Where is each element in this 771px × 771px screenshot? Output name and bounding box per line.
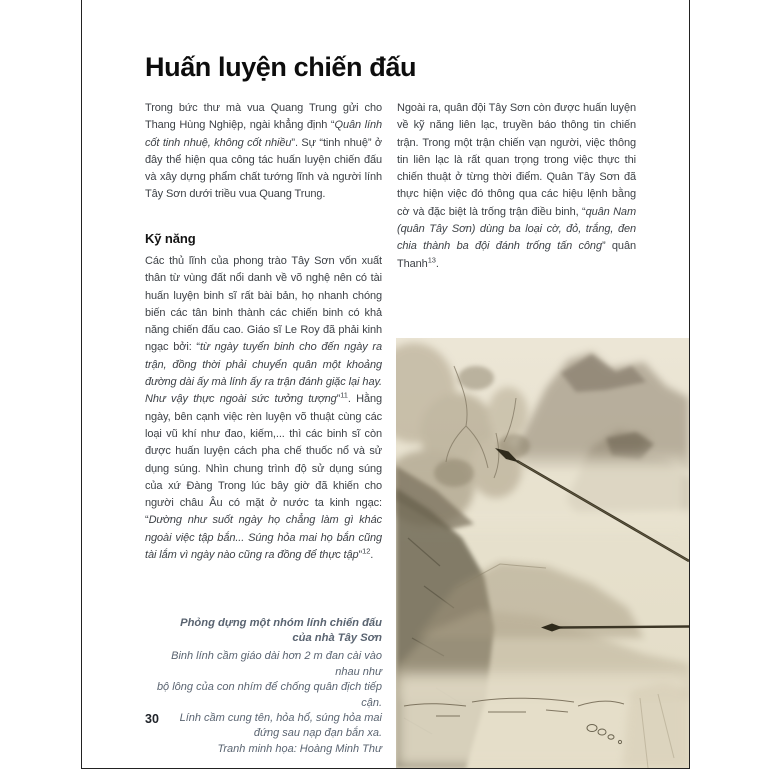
quote-italic: từ ngày tuyển binh cho đến ngày ra trận, đồng thời phải chuyển quân một khoảng đường dài ấy mà lính ấy ra trận đánh giặc lại hay. Như vậy thực ngoài sức tưởng tượng [145, 341, 382, 406]
page-title: Huấn luyện chiến đấu [145, 52, 417, 82]
caption-title-line: của nhà Tây Sơn [292, 632, 382, 645]
caption-line: Lính cầm cung tên, hỏa hổ, súng hỏa mai [179, 712, 382, 725]
text-run: Các thủ lĩnh của phong trào Tây Sơn vốn xuất thân từ vùng đất nổi danh về võ nghệ nên có tài huấn luyện binh sĩ rất bài bản, họ nhanh chóng biến các tân binh thành các chiến binh có khả năng chiến đấu cao. Giáo sĩ Le Roy đã phải kinh ngạc bởi: “ [145, 255, 382, 354]
skills-paragraph [145, 253, 382, 564]
text-run: Ngoài ra, quân đội Tây Sơn còn được huấn luyện về kỹ năng liên lạc, truyền báo thông tin chiến trận. Trong một trận chiến vạn người, việc thông tin liên lạc là rất quan trọng trong việc thực thi chiến thuật ở từng thời điểm. Quân Tây Sơn đã thực hiện việc đó thông qua các hiệu lệnh bằng cờ và đặc biệt là trống trận điều binh, “ [397, 102, 636, 218]
caption-line: Binh lính cầm giáo dài hơn 2 m đan cài vào nhau như [171, 650, 382, 678]
image-caption [145, 616, 382, 757]
text-run: Trong bức thư mà vua Quang Trung gửi cho Thang Hùng Nghiệp, ngài khẳng định “ [145, 102, 382, 132]
footnote-marker: 12 [362, 546, 371, 556]
quote-italic: Quân lính cốt tinh nhuệ, không cốt nhiều [145, 119, 382, 149]
book-page [81, 0, 690, 769]
right-column [397, 100, 636, 273]
intro-paragraph-box [145, 100, 382, 231]
caption-title-line: Phỏng dựng một nhóm lính chiến đấu [180, 617, 382, 629]
ink-wash-landscape [396, 338, 689, 768]
caption-title [145, 616, 382, 646]
text-run: ”. Sự “tinh nhuệ” ở đây thể hiện qua công tác huấn luyện chiến đấu và xây dựng phẩm chất tướng lĩnh và người lính Tây Sơn dưới triều vua Quang Trung. [145, 136, 382, 201]
text-run: . [435, 257, 439, 270]
communication-paragraph [397, 100, 636, 273]
caption-line: bộ lông của con nhím để chống quân địch tiếp cận. [156, 681, 382, 709]
footnote-marker: 11 [340, 390, 348, 400]
page-number: 30 [145, 712, 159, 726]
illustration [396, 338, 689, 768]
caption-line: Tranh minh họa: Hoàng Minh Thư [217, 742, 382, 755]
quote-italic: Dường như suốt ngày họ chẳng làm gì khác ngoài việc tập bắn... Súng hỏa mai họ bắn cũng tài lắm vì ngày nào cũng ra đồng để thực tập [145, 514, 382, 562]
text-run: ” quân Thanh [397, 240, 636, 270]
text-run: . [370, 549, 374, 562]
caption-line: đứng sau nạp đạn bắn xa. [253, 727, 382, 740]
boulder-bottom-right [622, 682, 689, 768]
left-column [145, 100, 382, 564]
text-run: . Hằng ngày, bên cạnh việc rèn luyện võ thuật cùng các loại vũ khí như đao, kiếm,... thì các binh sĩ còn được huấn luyện cách pha chế thuốc nổ và sử dụng súng. Nhìn chung trình độ sử dụng súng của xứ Đàng Trong lúc bây giờ đã khiến cho người châu Âu có mặt ở nước ta kinh ngạc: “ [145, 393, 383, 527]
intro-paragraph [145, 100, 382, 204]
footnote-marker: 13 [427, 255, 436, 265]
text-run: ” [336, 393, 341, 406]
section-heading: Kỹ năng [145, 231, 196, 246]
quote-italic: quân Nam (quân Tây Sơn) dùng ba loại cờ, đỏ, trắng, đen chia thành ba đội đánh trống tấn công [397, 205, 637, 253]
text-run: ” [358, 549, 363, 562]
caption-body [145, 649, 382, 757]
